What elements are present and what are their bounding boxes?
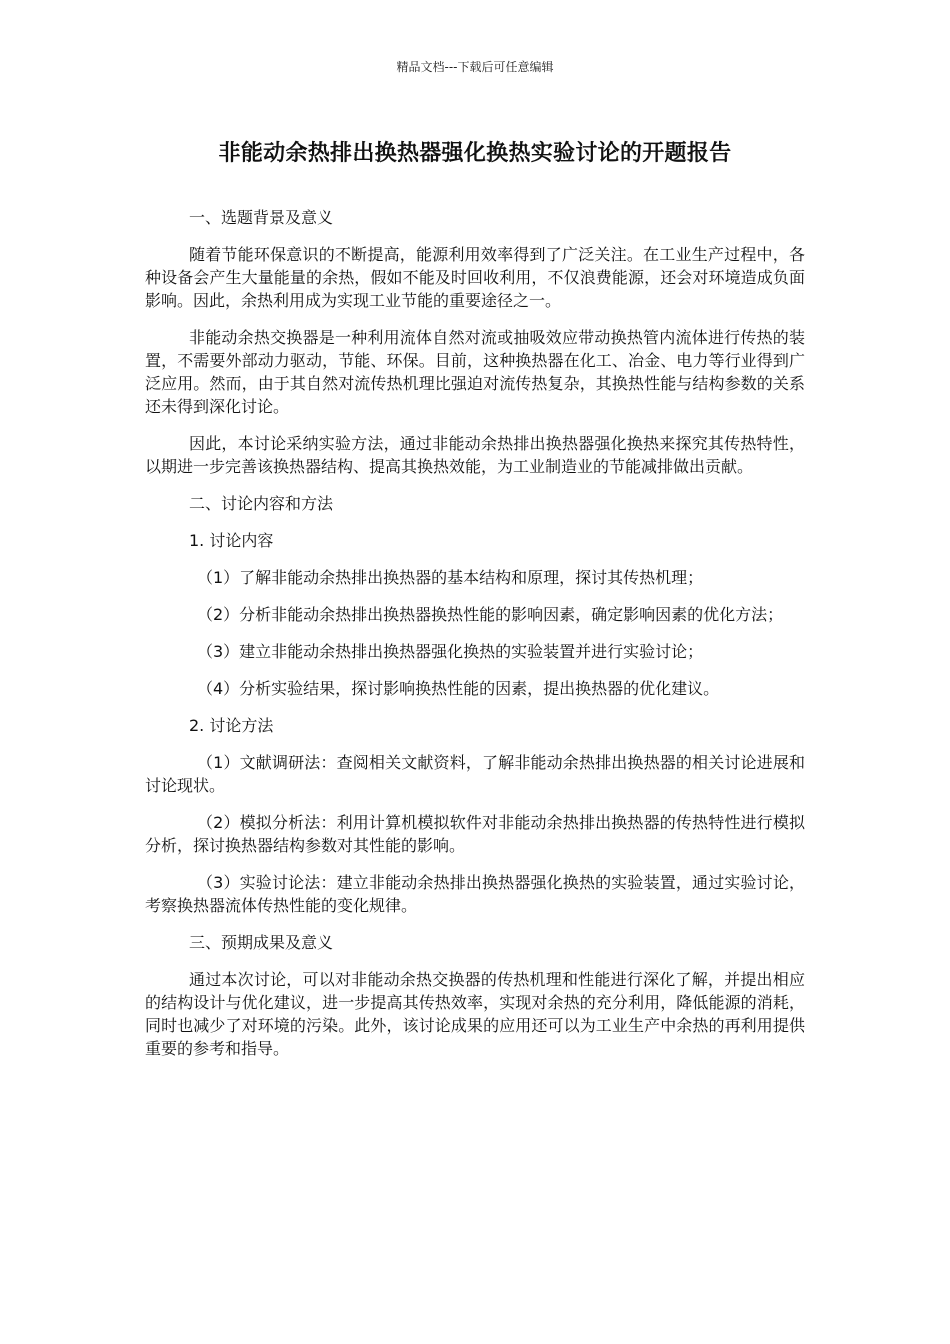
document-body [145,206,805,1074]
subheading-methods: 2. 讨论方法 [189,716,274,735]
section-heading-methods: 二、讨论内容和方法 [189,494,334,513]
document-title: 非能动余热排出换热器强化换热实验讨论的开题报告 [218,141,732,166]
paragraph-background-2: 非能动余热交换器是一种利用流体自然对流或抽吸效应带动换热管内流体进行传热的装置，不需要外部动力驱动，节能、环保。目前，这种换热器在化工、冶金、电力等行业得到广泛应用。然而，由于其自然对流传热机理比强迫对流传热复杂，其换热性能与结构参数的关系还未得到深化讨论。 [145,328,805,416]
method-item-2: （2）模拟分析法：利用计算机模拟软件对非能动余热排出换热器的传热特性进行模拟分析，探讨换热器结构参数对其性能的影响。 [145,813,805,855]
content-item-3: （3）建立非能动余热排出换热器强化换热的实验装置并进行实验讨论； [197,642,704,661]
content-item-4: （4）分析实验结果，探讨影响换热性能的因素，提出换热器的优化建议。 [197,679,720,698]
paragraph-background-1: 随着节能环保意识的不断提高，能源利用效率得到了广泛关注。在工业生产过程中，各种设备会产生大量能量的余热，假如不能及时回收利用，不仅浪费能源，还会对环境造成负面影响。因此，余热利用成为实现工业节能的重要途径之一。 [145,245,805,310]
content-item-1: （1）了解非能动余热排出换热器的基本结构和原理，探讨其传热机理； [197,568,704,587]
section-heading-background: 一、选题背景及意义 [189,208,334,227]
content-item-2: （2）分析非能动余热排出换热器换热性能的影响因素，确定影响因素的优化方法； [197,605,784,624]
paragraph-background-3: 因此，本讨论采纳实验方法，通过非能动余热排出换热器强化换热来探究其传热特性，以期进一步完善该换热器结构、提高其换热效能，为工业制造业的节能减排做出贡献。 [145,434,805,476]
paragraph-outcomes: 通过本次讨论，可以对非能动余热交换器的传热机理和性能进行深化了解，并提出相应的结构设计与优化建议，进一步提高其传热效率，实现对余热的充分利用，降低能源的消耗，同时也减少了对环境的污染。此外，该讨论成果的应用还可以为工业生产中余热的再利用提供重要的参考和指导。 [145,970,805,1058]
page-header: 精品文档---下载后可任意编辑 [396,60,554,74]
section-heading-outcomes: 三、预期成果及意义 [189,933,334,952]
method-item-3: （3）实验讨论法：建立非能动余热排出换热器强化换热的实验装置，通过实验讨论，考察换热器流体传热性能的变化规律。 [145,873,805,915]
method-item-1: （1）文献调研法：查阅相关文献资料，了解非能动余热排出换热器的相关讨论进展和讨论现状。 [145,753,805,795]
subheading-content: 1. 讨论内容 [189,531,274,550]
